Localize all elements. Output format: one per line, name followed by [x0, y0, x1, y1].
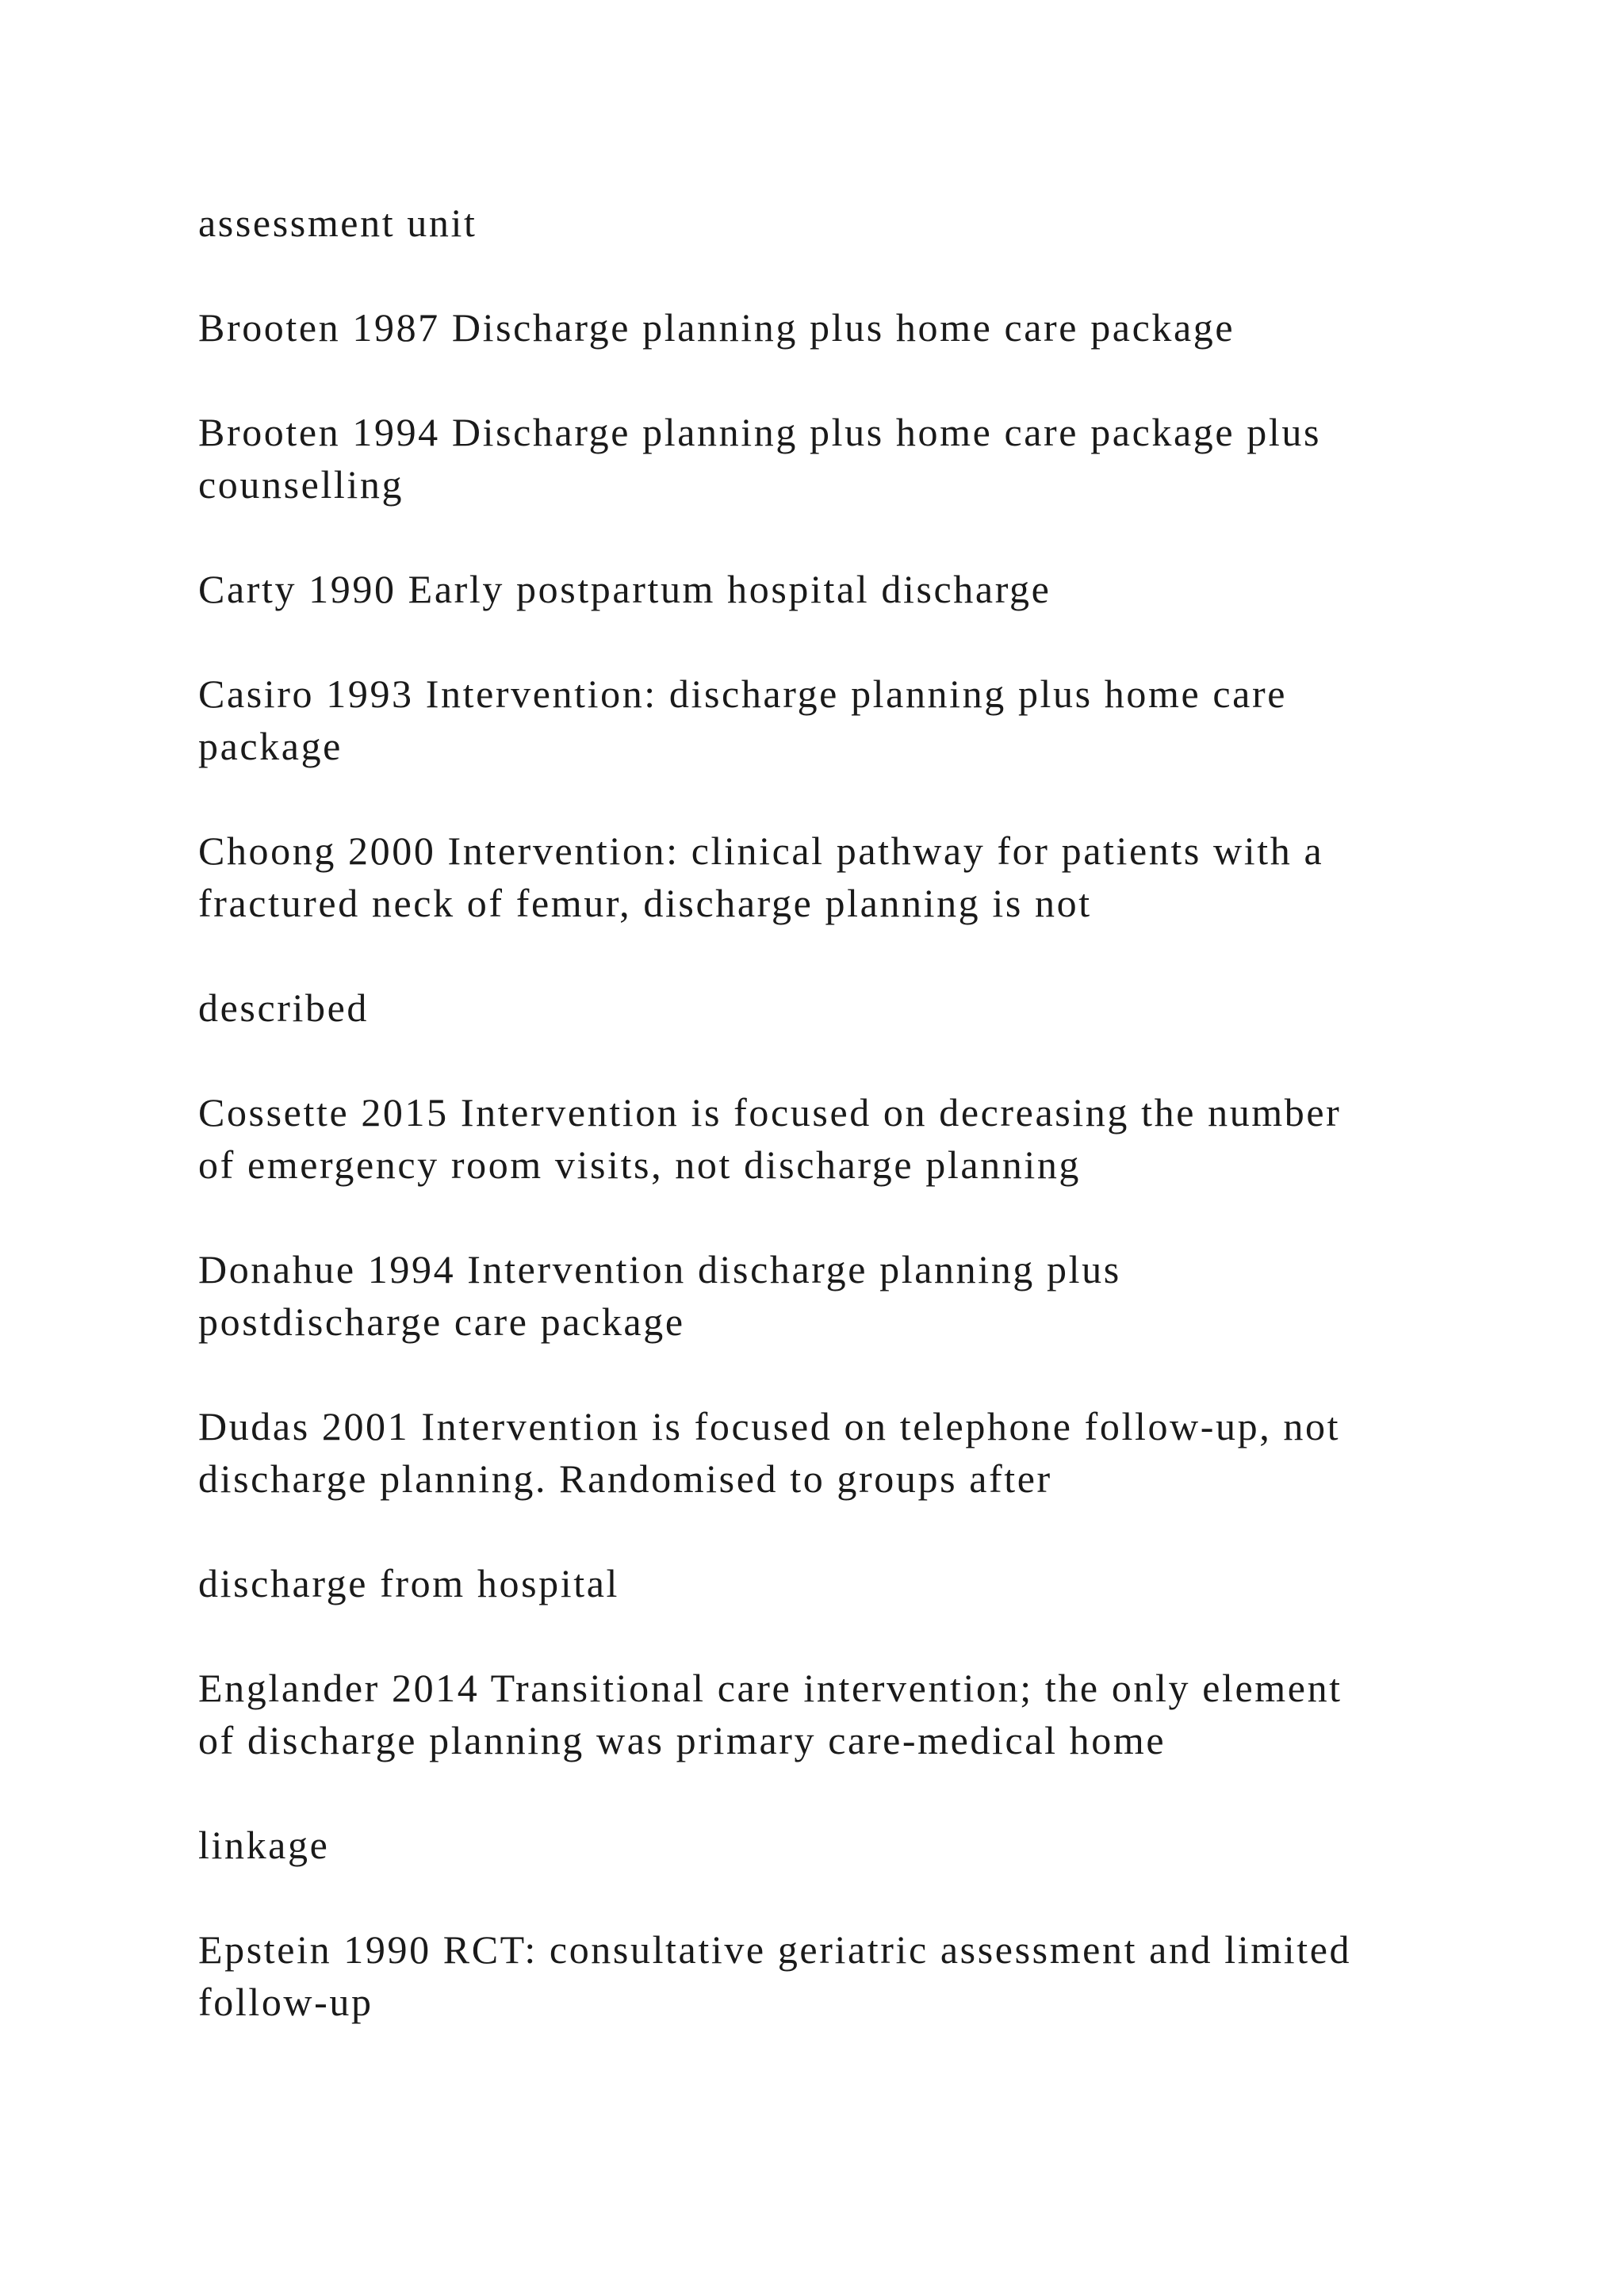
- paragraph-assessment-unit: assessment unit: [198, 201, 477, 245]
- paragraph-linkage: linkage: [198, 1823, 330, 1867]
- paragraph-discharge-from-hospital: discharge from hospital: [198, 1561, 619, 1605]
- paragraph-epstein-1990: Epstein 1990 RCT: consultative geriatric assessment and limited follow-up: [198, 1927, 1352, 2024]
- paragraph-brooten-1994: Brooten 1994 Discharge planning plus home care package plus counselling: [198, 410, 1322, 507]
- paragraph-choong-2000: Choong 2000 Intervention: clinical pathway for patients with a fractured neck of femur, discharge planning is not: [198, 828, 1324, 925]
- paragraph-englander-2014: Englander 2014 Transitional care intervention; the only element of discharge planning was primary care-medical home: [198, 1666, 1342, 1762]
- paragraph-casiro-1993: Casiro 1993 Intervention: discharge planning plus home care package: [198, 672, 1288, 768]
- paragraph-dudas-2001: Dudas 2001 Intervention is focused on telephone follow-up, not discharge planning. Randomised to groups after: [198, 1404, 1341, 1501]
- paragraph-described: described: [198, 985, 369, 1030]
- paragraph-brooten-1987: Brooten 1987 Discharge planning plus home care package: [198, 305, 1235, 350]
- paragraph-donahue-1994: Donahue 1994 Intervention discharge planning plus postdischarge care package: [198, 1247, 1121, 1344]
- paragraph-cossette-2015: Cossette 2015 Intervention is focused on decreasing the number of emergency room visits, not discharge planning: [198, 1090, 1342, 1187]
- paragraph-carty-1990: Carty 1990 Early postpartum hospital discharge: [198, 567, 1051, 611]
